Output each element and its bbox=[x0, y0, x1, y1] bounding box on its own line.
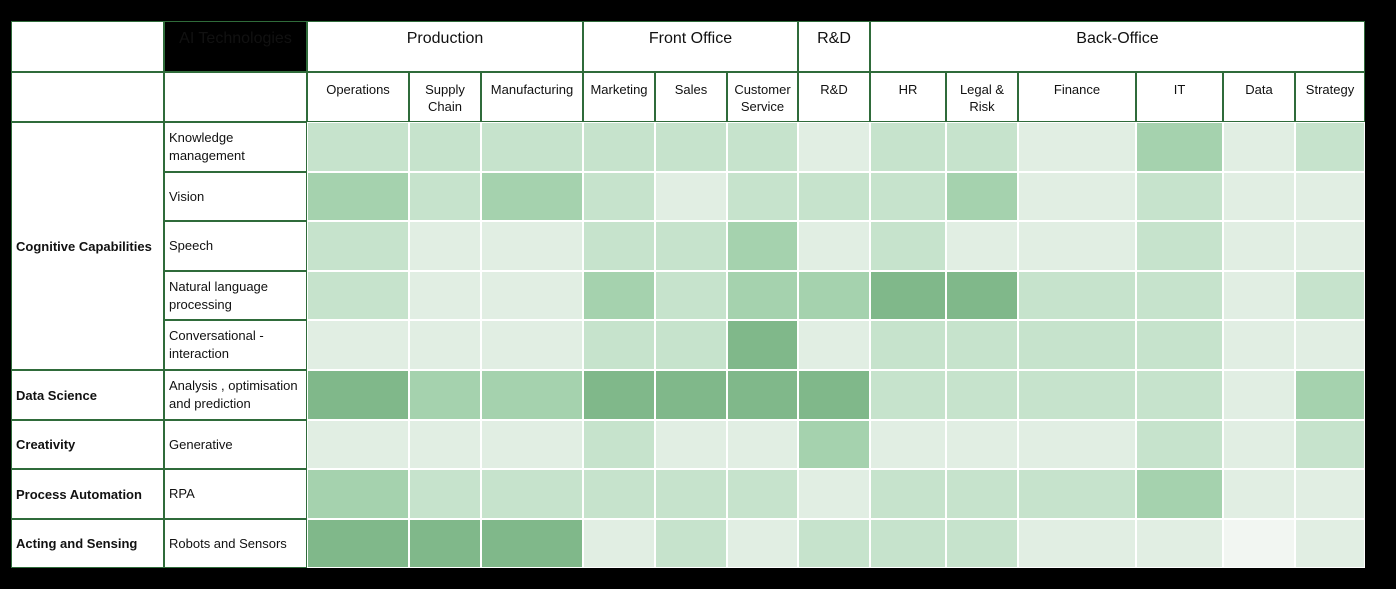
heat-cell bbox=[655, 420, 727, 469]
heat-cell bbox=[1136, 271, 1223, 320]
column-header-r-d-label: R&D bbox=[820, 82, 848, 97]
heat-cell bbox=[798, 172, 870, 221]
technology-speech bbox=[164, 221, 307, 271]
column-header-marketing-label: Marketing bbox=[590, 82, 648, 97]
category-data-science bbox=[11, 370, 164, 420]
heat-cell bbox=[1136, 469, 1223, 519]
heat-cell bbox=[409, 172, 481, 221]
column-header-legal-risk-label: Legal & Risk bbox=[959, 82, 1005, 114]
corner-cell-top bbox=[11, 21, 164, 72]
heat-cell bbox=[1223, 320, 1295, 370]
heat-cell bbox=[1223, 122, 1295, 172]
technology-robots-and-sensors-label: Robots and Sensors bbox=[169, 535, 287, 551]
category-cognitive-capabilities bbox=[11, 122, 164, 370]
heat-cell bbox=[655, 271, 727, 320]
heat-cell bbox=[1018, 172, 1136, 221]
heat-cell bbox=[798, 320, 870, 370]
heat-cell bbox=[870, 370, 946, 420]
heat-cell bbox=[583, 420, 655, 469]
heat-cell bbox=[1018, 221, 1136, 271]
group-header-front-office bbox=[583, 21, 798, 72]
heat-cell bbox=[1136, 519, 1223, 568]
heat-cell bbox=[946, 172, 1018, 221]
heat-cell bbox=[307, 320, 409, 370]
column-header-operations-label: Operations bbox=[326, 82, 390, 97]
heat-cell bbox=[946, 469, 1018, 519]
heat-cell bbox=[655, 172, 727, 221]
technology-knowledge-management bbox=[164, 122, 307, 172]
heat-cell bbox=[307, 271, 409, 320]
heat-cell bbox=[1223, 519, 1295, 568]
heat-cell bbox=[1295, 320, 1365, 370]
heat-cell bbox=[1295, 122, 1365, 172]
technology-conversational-interaction bbox=[164, 320, 307, 370]
heat-cell bbox=[1018, 469, 1136, 519]
heat-cell bbox=[1136, 122, 1223, 172]
heat-cell bbox=[946, 122, 1018, 172]
heat-cell bbox=[655, 519, 727, 568]
technology-analysis-optimisation-and-prediction-label: Analysis , optimisation and prediction bbox=[169, 378, 298, 411]
heat-cell bbox=[307, 172, 409, 221]
heat-cell bbox=[583, 172, 655, 221]
heat-cell bbox=[655, 370, 727, 420]
column-header-supply-chain-label: Supply Chain bbox=[425, 82, 465, 114]
heat-cell bbox=[870, 271, 946, 320]
technology-vision-label: Vision bbox=[169, 188, 205, 204]
heat-cell bbox=[307, 469, 409, 519]
category-process-automation-label: Process Automation bbox=[16, 486, 142, 502]
heat-cell bbox=[727, 519, 798, 568]
technology-natural-language-processing bbox=[164, 271, 307, 320]
heat-cell bbox=[583, 320, 655, 370]
heat-cell bbox=[409, 271, 481, 320]
heat-cell bbox=[583, 122, 655, 172]
heat-cell bbox=[655, 469, 727, 519]
technology-speech-label: Speech bbox=[169, 238, 214, 253]
heat-cell bbox=[727, 172, 798, 221]
heat-cell bbox=[946, 420, 1018, 469]
heat-cell bbox=[870, 320, 946, 370]
heat-cell bbox=[798, 420, 870, 469]
category-acting-and-sensing bbox=[11, 519, 164, 568]
heat-cell bbox=[946, 271, 1018, 320]
heat-cell bbox=[946, 370, 1018, 420]
heat-cell bbox=[727, 469, 798, 519]
column-header-supply-chain bbox=[409, 72, 481, 122]
heat-cell bbox=[1136, 221, 1223, 271]
group-header-production bbox=[307, 21, 583, 72]
heat-cell bbox=[655, 122, 727, 172]
category-creativity-label: Creativity bbox=[16, 437, 76, 452]
column-header-customer-service-label: Customer Service bbox=[734, 82, 791, 114]
heat-cell bbox=[1136, 370, 1223, 420]
category-acting-and-sensing-label: Acting and Sensing bbox=[16, 536, 138, 551]
heat-cell bbox=[307, 370, 409, 420]
heat-cell bbox=[870, 122, 946, 172]
column-header-sales-label: Sales bbox=[674, 82, 708, 97]
heat-cell bbox=[1223, 370, 1295, 420]
heat-cell bbox=[946, 519, 1018, 568]
column-header-manufacturing-label: Manufacturing bbox=[490, 82, 574, 97]
technology-generative-label: Generative bbox=[169, 436, 233, 452]
heat-cell bbox=[870, 469, 946, 519]
heat-cell bbox=[1136, 172, 1223, 221]
heat-cell bbox=[870, 221, 946, 271]
heat-cell bbox=[870, 172, 946, 221]
heat-cell bbox=[1295, 172, 1365, 221]
category-cognitive-capabilities-label: Cognitive Capabilities bbox=[16, 238, 152, 254]
group-header-back-office-label: Back-Office bbox=[1076, 30, 1159, 47]
heat-cell bbox=[1295, 370, 1365, 420]
heat-cell bbox=[1018, 420, 1136, 469]
heat-cell bbox=[1136, 420, 1223, 469]
heat-cell bbox=[946, 221, 1018, 271]
heat-cell bbox=[481, 519, 583, 568]
heat-cell bbox=[727, 420, 798, 469]
heat-cell bbox=[1295, 469, 1365, 519]
heat-cell bbox=[481, 469, 583, 519]
heat-cell bbox=[1018, 122, 1136, 172]
column-header-sales bbox=[655, 72, 727, 122]
heat-cell bbox=[409, 420, 481, 469]
heat-cell bbox=[409, 519, 481, 568]
heat-cell bbox=[583, 519, 655, 568]
heat-cell bbox=[481, 420, 583, 469]
tech-column-title bbox=[164, 21, 307, 72]
group-header-r-d bbox=[798, 21, 870, 72]
heat-cell bbox=[798, 469, 870, 519]
group-header-production-label: Production bbox=[406, 30, 484, 47]
heat-cell bbox=[1223, 221, 1295, 271]
heat-cell bbox=[1223, 172, 1295, 221]
group-header-back-office bbox=[870, 21, 1365, 72]
column-header-strategy-label: Strategy bbox=[1305, 82, 1355, 97]
heat-cell bbox=[307, 122, 409, 172]
column-header-finance bbox=[1018, 72, 1136, 122]
heat-cell bbox=[307, 420, 409, 469]
heat-cell bbox=[409, 122, 481, 172]
heat-cell bbox=[409, 221, 481, 271]
column-header-data-label: Data bbox=[1245, 82, 1273, 97]
technology-natural-language-processing-label: Natural language processing bbox=[169, 278, 269, 312]
column-header-legal-risk bbox=[946, 72, 1018, 122]
heat-cell bbox=[946, 320, 1018, 370]
heat-cell bbox=[727, 221, 798, 271]
heat-cell bbox=[1018, 370, 1136, 420]
heat-cell bbox=[798, 122, 870, 172]
column-header-it-label: IT bbox=[1173, 82, 1186, 97]
heat-cell bbox=[1295, 420, 1365, 469]
heat-cell bbox=[307, 221, 409, 271]
category-creativity bbox=[11, 420, 164, 469]
heat-cell bbox=[481, 172, 583, 221]
heat-cell bbox=[1136, 320, 1223, 370]
technology-vision bbox=[164, 172, 307, 221]
group-header-r-d-label: R&D bbox=[817, 30, 851, 47]
column-header-marketing bbox=[583, 72, 655, 122]
heat-cell bbox=[583, 469, 655, 519]
heat-cell bbox=[409, 320, 481, 370]
heat-cell bbox=[481, 271, 583, 320]
heat-cell bbox=[1018, 519, 1136, 568]
technology-robots-and-sensors bbox=[164, 519, 307, 568]
column-header-hr bbox=[870, 72, 946, 122]
category-process-automation bbox=[11, 469, 164, 519]
technology-analysis-optimisation-and-prediction bbox=[164, 370, 307, 420]
heat-cell bbox=[1295, 519, 1365, 568]
heat-cell bbox=[798, 370, 870, 420]
heat-cell bbox=[1295, 271, 1365, 320]
heat-cell bbox=[481, 221, 583, 271]
column-header-finance-label: Finance bbox=[1053, 82, 1101, 97]
heat-cell bbox=[583, 271, 655, 320]
column-header-operations bbox=[307, 72, 409, 122]
heat-cell bbox=[727, 122, 798, 172]
heat-cell bbox=[409, 370, 481, 420]
heat-cell bbox=[1223, 469, 1295, 519]
heat-cell bbox=[727, 370, 798, 420]
column-header-strategy bbox=[1295, 72, 1365, 122]
heat-cell bbox=[1018, 320, 1136, 370]
technology-generative bbox=[164, 420, 307, 469]
column-header-r-d bbox=[798, 72, 870, 122]
heat-cell bbox=[798, 221, 870, 271]
column-header-hr-label: HR bbox=[898, 82, 918, 97]
heat-cell bbox=[727, 320, 798, 370]
technology-knowledge-management-label: Knowledge management bbox=[169, 130, 245, 163]
technology-rpa bbox=[164, 469, 307, 519]
heat-cell bbox=[481, 122, 583, 172]
heat-cell bbox=[481, 320, 583, 370]
heat-cell bbox=[655, 221, 727, 271]
heat-cell bbox=[870, 420, 946, 469]
heat-cell bbox=[727, 271, 798, 320]
tech-column-title-label: AI Technologies bbox=[179, 30, 292, 47]
heat-cell bbox=[1018, 271, 1136, 320]
column-header-customer-service bbox=[727, 72, 798, 122]
heat-cell bbox=[798, 271, 870, 320]
technology-rpa-label: RPA bbox=[169, 486, 195, 501]
category-data-science-label: Data Science bbox=[16, 387, 97, 403]
heat-cell bbox=[1223, 420, 1295, 469]
heat-cell bbox=[583, 370, 655, 420]
heat-cell bbox=[583, 221, 655, 271]
column-header-manufacturing bbox=[481, 72, 583, 122]
heat-cell bbox=[798, 519, 870, 568]
heat-cell bbox=[481, 370, 583, 420]
group-header-front-office-label: Front Office bbox=[648, 30, 733, 47]
tech-column-blank bbox=[164, 72, 307, 122]
technology-conversational-interaction-label: Conversational - interaction bbox=[169, 328, 264, 361]
heat-cell bbox=[655, 320, 727, 370]
heat-cell bbox=[1223, 271, 1295, 320]
column-header-data bbox=[1223, 72, 1295, 122]
heat-cell bbox=[1295, 221, 1365, 271]
column-header-it bbox=[1136, 72, 1223, 122]
corner-cell-bottom bbox=[11, 72, 164, 122]
heat-cell bbox=[409, 469, 481, 519]
heat-cell bbox=[307, 519, 409, 568]
heat-cell bbox=[870, 519, 946, 568]
